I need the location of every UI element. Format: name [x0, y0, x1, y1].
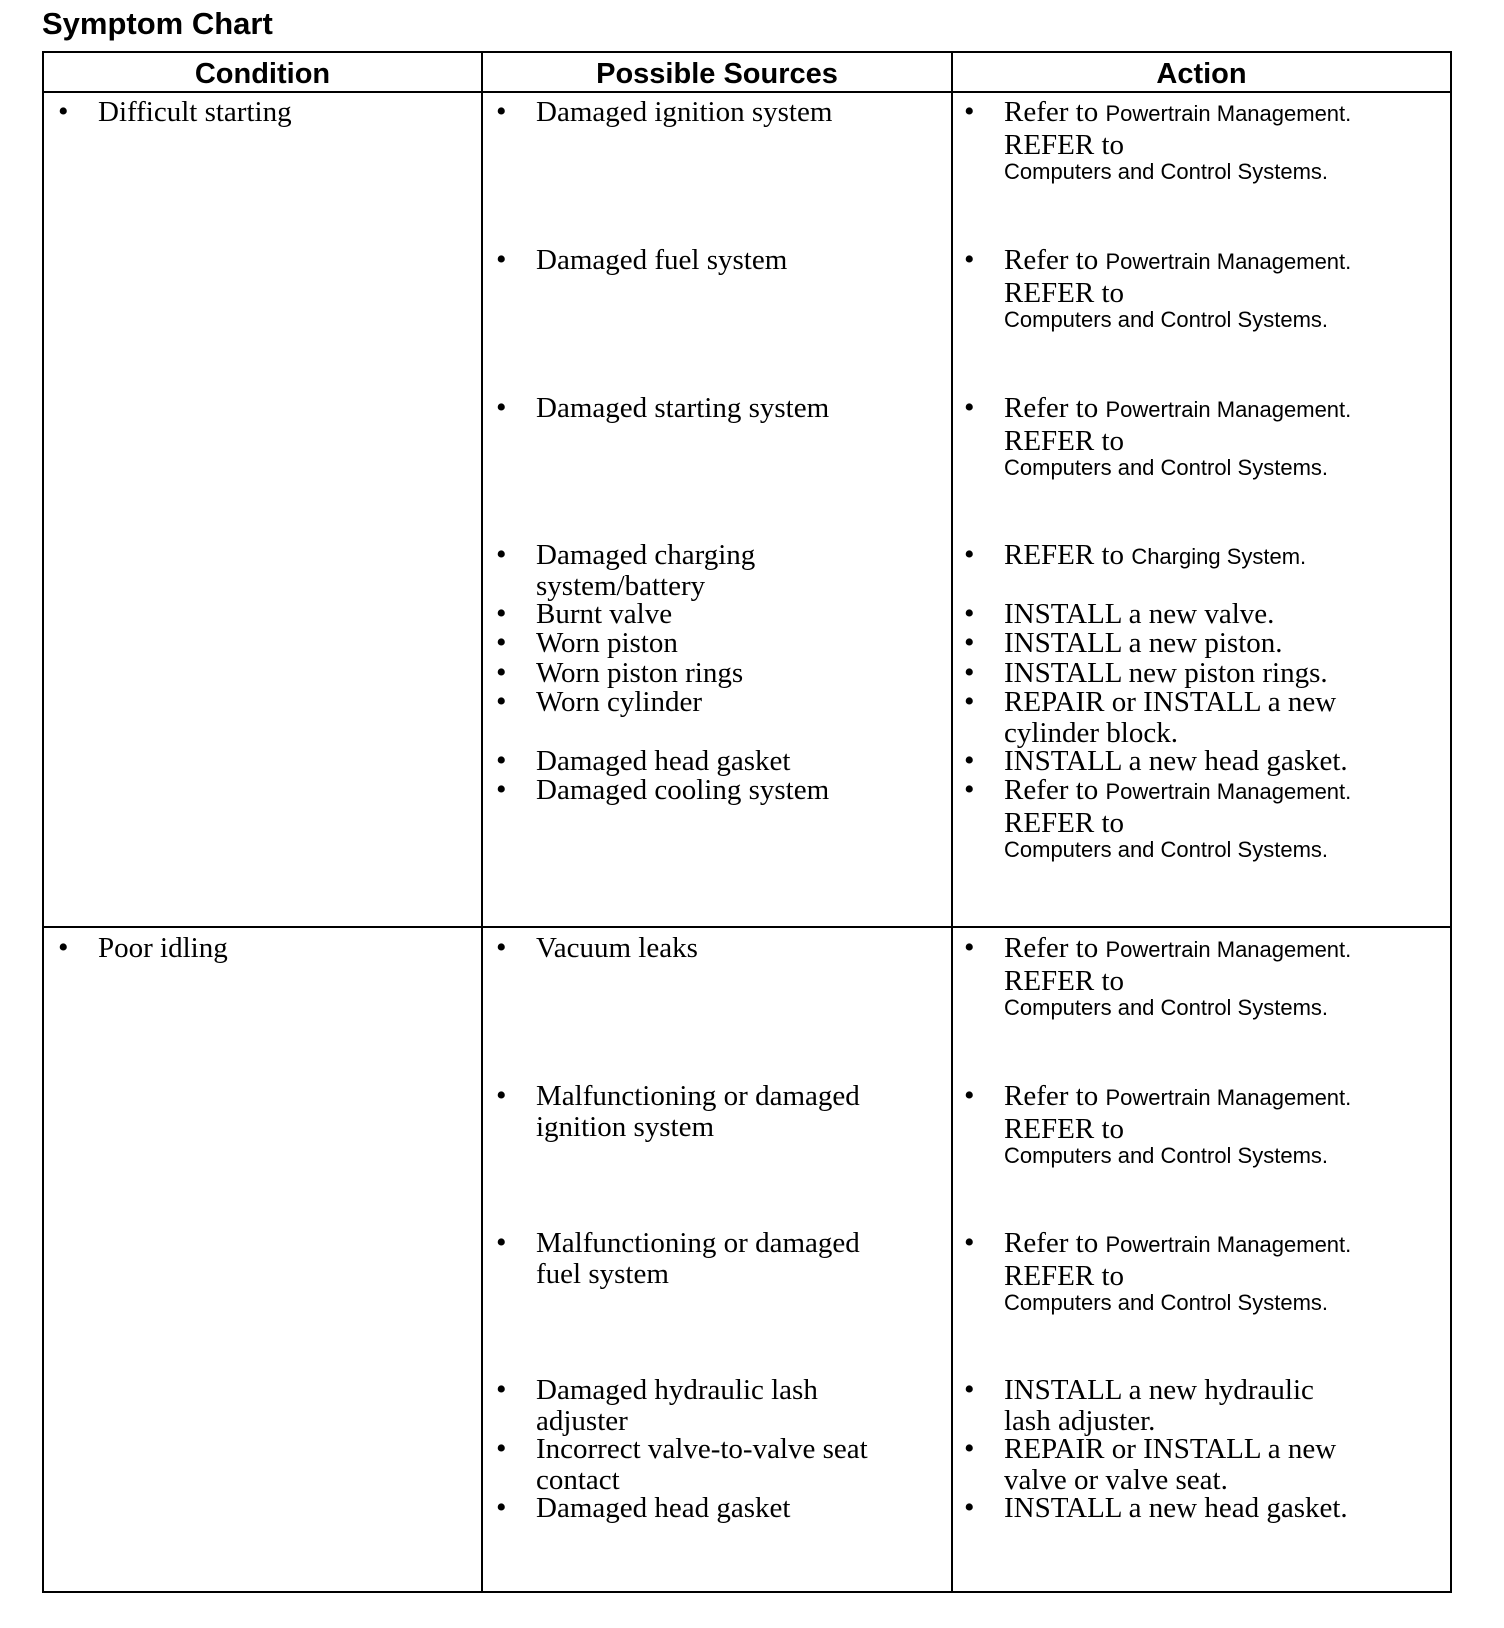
action-text: INSTALL a new hydraulic lash adjuster.: [1004, 1374, 1314, 1437]
column-divider: [481, 53, 483, 1591]
action-text: Refer to Powertrain Management. REFER to Computers and Control Systems.: [1004, 774, 1352, 862]
column-divider: [951, 53, 953, 1591]
bullet-icon: •: [964, 744, 975, 777]
bullet-icon: •: [496, 391, 507, 424]
bullet-icon: •: [964, 243, 975, 276]
bullet-icon: •: [964, 773, 975, 806]
action-text: Refer to Powertrain Management. REFER to Computers and Control Systems.: [1004, 392, 1352, 480]
bullet-icon: •: [964, 685, 975, 718]
source-text: Damaged fuel system: [536, 244, 788, 276]
source-text: Burnt valve: [536, 598, 673, 630]
header-condition: Condition: [194, 58, 331, 90]
bullet-icon: •: [496, 1373, 507, 1406]
action-text: REFER to Charging System.: [1004, 539, 1307, 571]
action-text: INSTALL a new piston.: [1004, 627, 1283, 659]
condition-text: Difficult starting: [98, 96, 292, 128]
chart-title: Symptom Chart: [42, 6, 273, 41]
bullet-icon: •: [496, 243, 507, 276]
bullet-icon: •: [496, 1491, 507, 1524]
bullet-icon: •: [496, 685, 507, 718]
row-divider: [44, 926, 1450, 928]
bullet-icon: •: [964, 931, 975, 964]
bullet-icon: •: [964, 1491, 975, 1524]
bullet-icon: •: [964, 1226, 975, 1259]
action-text: INSTALL a new head gasket.: [1004, 745, 1348, 777]
source-text: Worn piston: [536, 627, 678, 659]
source-text: Malfunctioning or damaged ignition system: [536, 1080, 860, 1143]
source-text: Vacuum leaks: [536, 932, 698, 964]
source-text: Worn cylinder: [536, 686, 702, 718]
source-text: Damaged ignition system: [536, 96, 833, 128]
bullet-icon: •: [964, 597, 975, 630]
action-text: Refer to Powertrain Management. REFER to Computers and Control Systems.: [1004, 1080, 1352, 1168]
bullet-icon: •: [964, 1079, 975, 1112]
source-text: Damaged cooling system: [536, 774, 830, 806]
source-text: Damaged charging system/battery: [536, 539, 756, 602]
bullet-icon: •: [496, 538, 507, 571]
bullet-icon: •: [496, 626, 507, 659]
bullet-icon: •: [964, 656, 975, 689]
bullet-icon: •: [496, 1079, 507, 1112]
bullet-icon: •: [496, 773, 507, 806]
source-text: Damaged head gasket: [536, 1492, 791, 1524]
source-text: Worn piston rings: [536, 657, 744, 689]
bullet-icon: •: [496, 1432, 507, 1465]
source-text: Malfunctioning or damaged fuel system: [536, 1227, 860, 1290]
header-action: Action: [1156, 58, 1247, 90]
action-text: REPAIR or INSTALL a new valve or valve seat.: [1004, 1433, 1337, 1496]
bullet-icon: •: [58, 95, 69, 128]
source-text: Damaged hydraulic lash adjuster: [536, 1374, 818, 1437]
action-text: Refer to Powertrain Management. REFER to Computers and Control Systems.: [1004, 932, 1352, 1020]
action-text: REPAIR or INSTALL a new cylinder block.: [1004, 686, 1337, 749]
action-text: INSTALL a new valve.: [1004, 598, 1275, 630]
bullet-icon: •: [964, 391, 975, 424]
action-text: Refer to Powertrain Management. REFER to Computers and Control Systems.: [1004, 244, 1352, 332]
bullet-icon: •: [496, 656, 507, 689]
source-text: Incorrect valve-to-valve seat contact: [536, 1433, 868, 1496]
bullet-icon: •: [964, 626, 975, 659]
bullet-icon: •: [964, 95, 975, 128]
bullet-icon: •: [964, 1432, 975, 1465]
bullet-icon: •: [496, 744, 507, 777]
condition-text: Poor idling: [98, 932, 228, 964]
bullet-icon: •: [496, 931, 507, 964]
bullet-icon: •: [964, 538, 975, 571]
source-text: Damaged starting system: [536, 392, 830, 424]
action-text: INSTALL new piston rings.: [1004, 657, 1328, 689]
symptom-table: [42, 51, 1452, 1593]
bullet-icon: •: [58, 931, 69, 964]
bullet-icon: •: [964, 1373, 975, 1406]
action-text: Refer to Powertrain Management. REFER to Computers and Control Systems.: [1004, 1227, 1352, 1315]
action-text: INSTALL a new head gasket.: [1004, 1492, 1348, 1524]
source-text: Damaged head gasket: [536, 745, 791, 777]
action-text: Refer to Powertrain Management. REFER to Computers and Control Systems.: [1004, 96, 1352, 184]
header-possible-sources: Possible Sources: [596, 58, 838, 90]
bullet-icon: •: [496, 1226, 507, 1259]
bullet-icon: •: [496, 597, 507, 630]
bullet-icon: •: [496, 95, 507, 128]
